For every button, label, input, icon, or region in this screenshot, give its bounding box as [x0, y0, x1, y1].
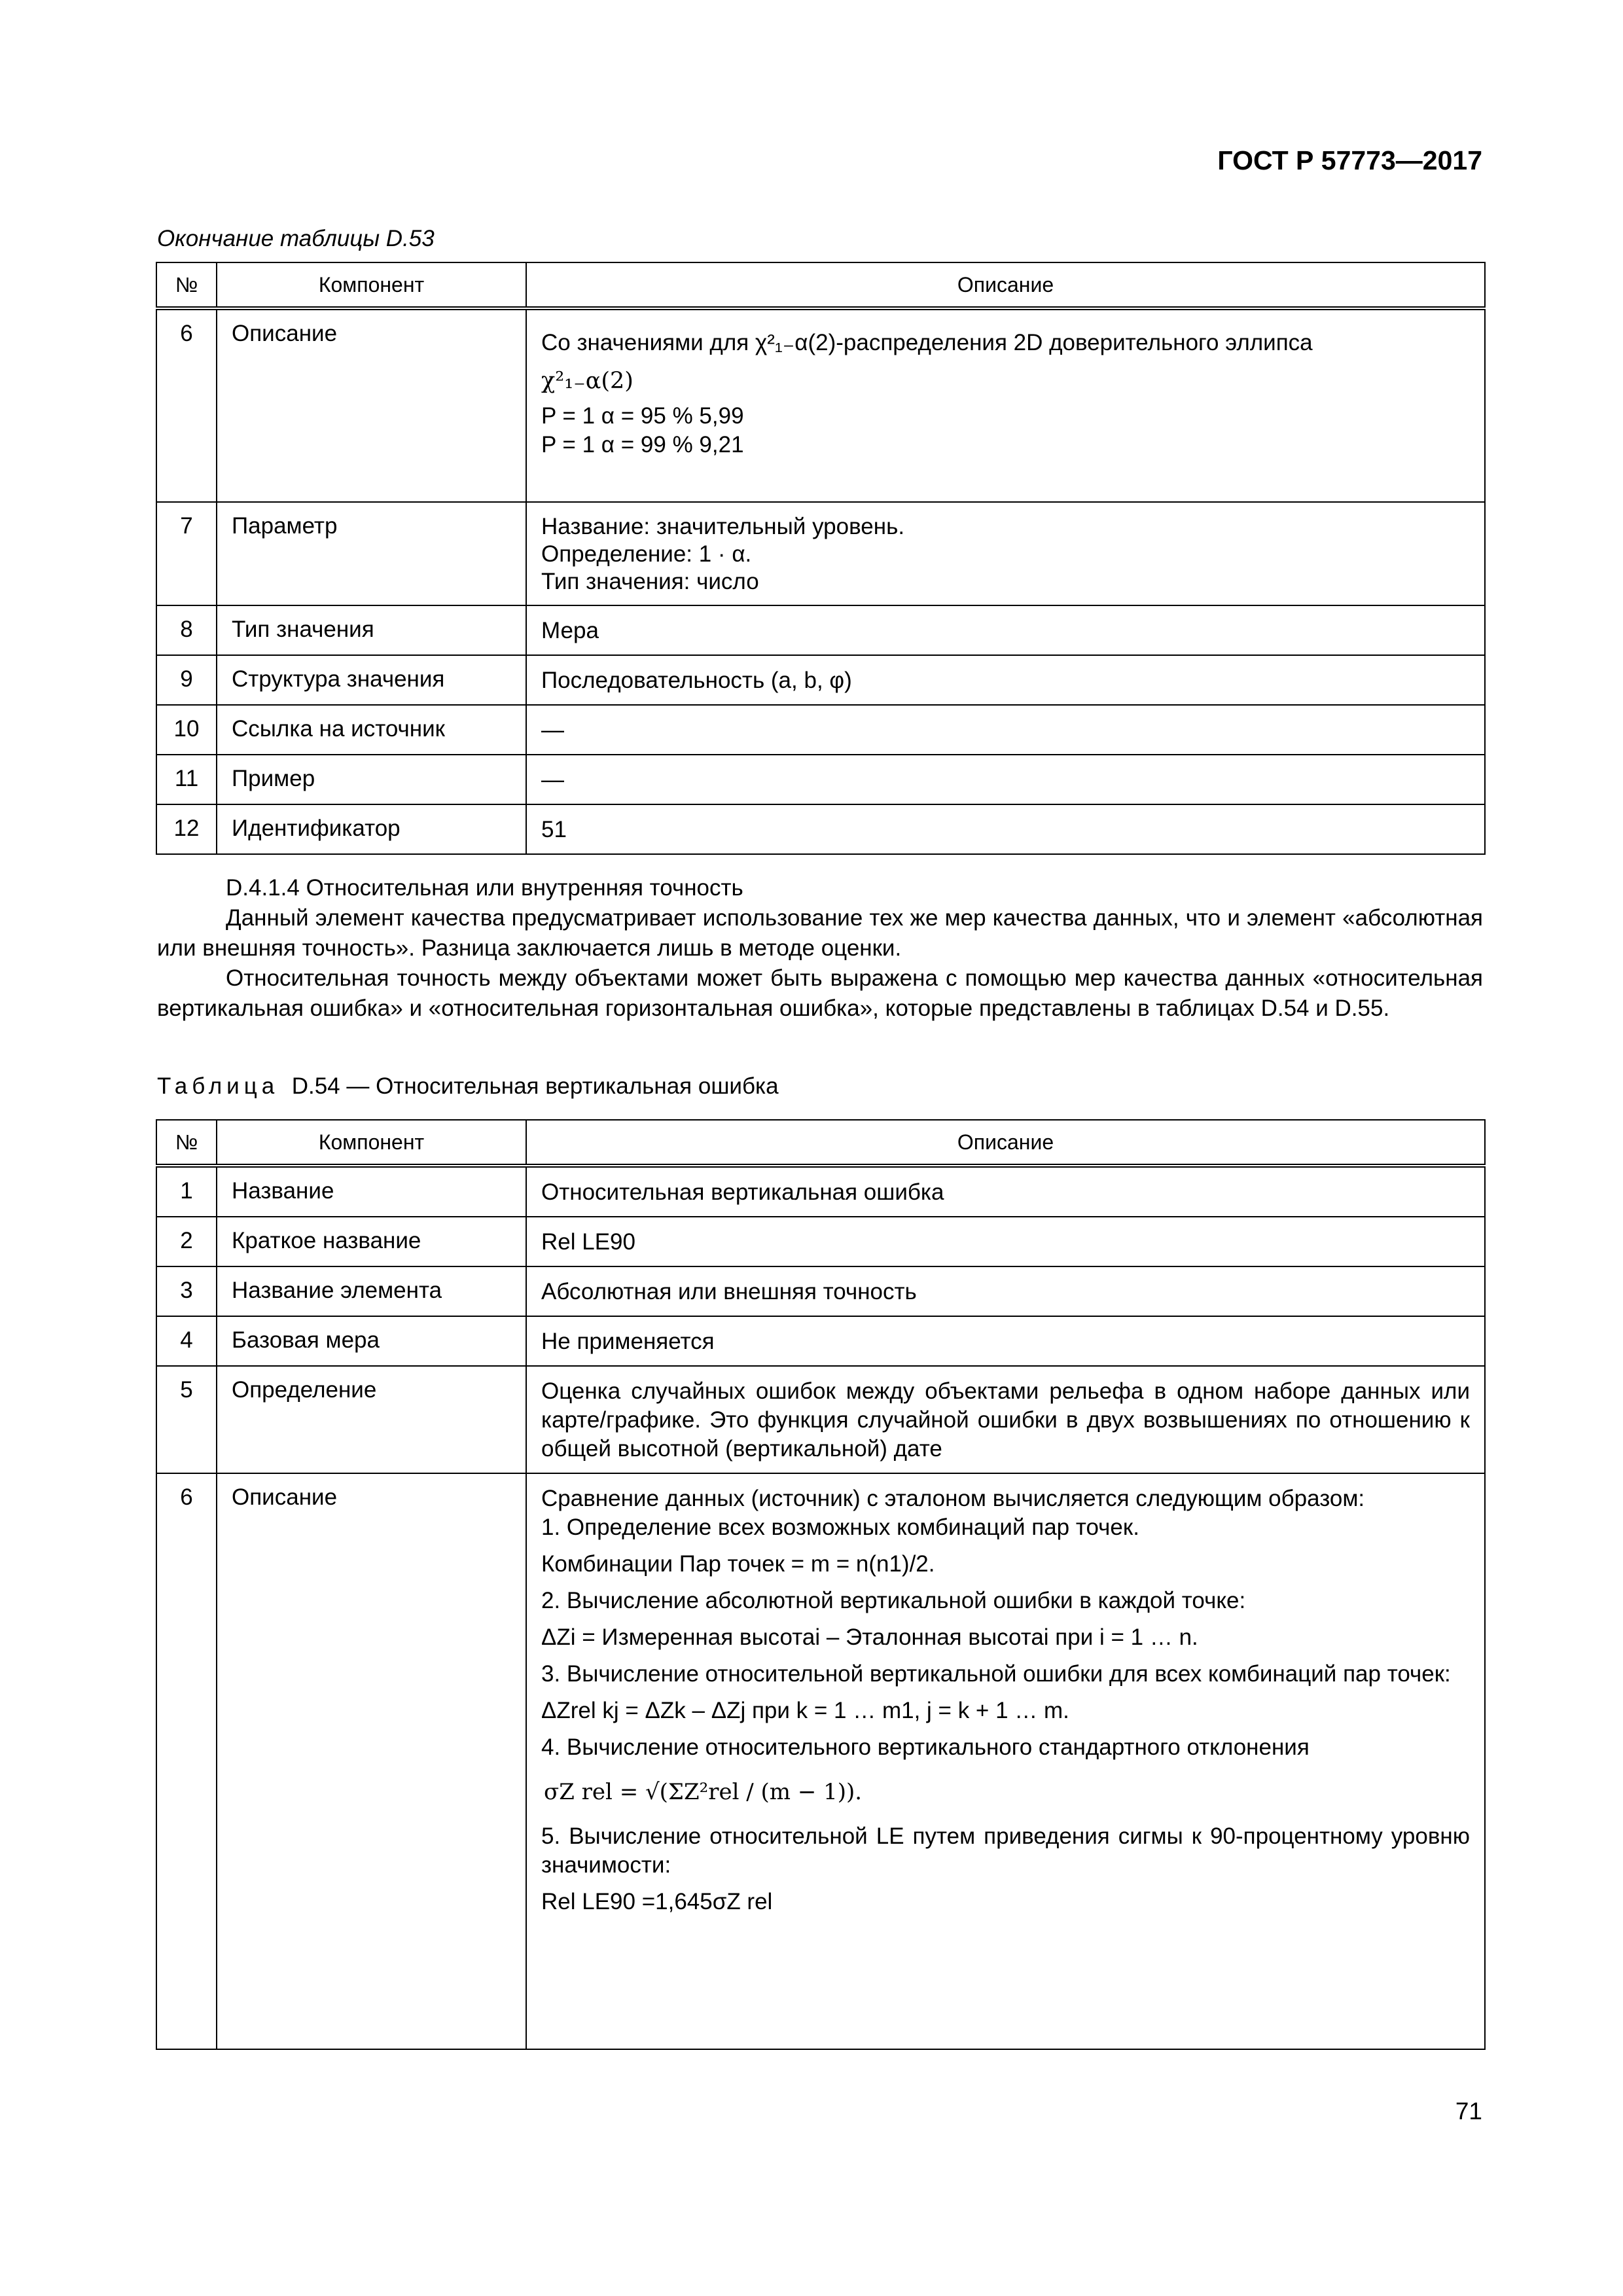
- col-component-header: Компонент: [217, 262, 526, 308]
- table-d54: [156, 1119, 1486, 2050]
- table-row: [156, 1217, 1485, 1266]
- row-component: Ссылка на источник: [217, 705, 526, 755]
- row-description: Оценка случайных ошибок между объектами рельефа в одном наборе данных или карте/графике. Это функция случайной ошибки в двух возвышениях по отношению к общей высотной (вертикальной) дате: [526, 1366, 1485, 1473]
- desc-line: Со значениями для χ²₁₋α(2)-распределения 2D доверительного эллипса: [541, 330, 1313, 355]
- desc-line: Тип значения: число: [541, 569, 759, 594]
- desc-line: 5. Вычисление относительной LE путем приведения сигмы к 90-процентному уровню значимости:: [541, 1823, 1470, 1878]
- table54-caption: [157, 1073, 779, 1100]
- document-id: ГОСТ Р 57773—2017: [1217, 145, 1482, 175]
- row-number: 2: [156, 1217, 217, 1266]
- row-number: 7: [156, 502, 217, 605]
- desc-line: Определение: 1 · α.: [541, 541, 752, 567]
- desc-line: Комбинации Пар точек = m = n(n1)/2.: [541, 1551, 935, 1577]
- section-text: [157, 873, 1483, 1024]
- row-description: [526, 308, 1485, 502]
- row-component: Базовая мера: [217, 1316, 526, 1366]
- row-description: Последовательность (a, b, φ): [526, 655, 1485, 705]
- col-component-header: Компонент: [217, 1120, 526, 1166]
- desc-formula: χ²₁₋α(2): [541, 368, 633, 394]
- desc-line: Название: значительный уровень.: [541, 514, 905, 539]
- row-description: —: [526, 755, 1485, 804]
- row-description: [526, 1473, 1485, 2049]
- table-row: [156, 1166, 1485, 1217]
- row-number: 1: [156, 1166, 217, 1217]
- table-header-row: [156, 262, 1485, 308]
- table54-caption-text: D.54 — Относительная вертикальная ошибка: [291, 1073, 779, 1099]
- table-row: [156, 1366, 1485, 1473]
- col-num-header: №: [156, 262, 217, 308]
- desc-line: 1. Определение всех возможных комбинаций пар точек.: [541, 1515, 1139, 1540]
- row-number: 10: [156, 705, 217, 755]
- desc-formula: ΔZrel kj = ΔZk – ΔZj при k = 1 … m1, j = k + 1 … m.: [541, 1698, 1069, 1723]
- desc-formula: ΔZi = Измеренная высотаi – Эталонная высотаi при i = 1 … n.: [541, 1624, 1198, 1650]
- table-d53: [156, 262, 1486, 855]
- row-number: 11: [156, 755, 217, 804]
- sigma-formula: σZ rel = √(ΣZ²rel / (m − 1)).: [544, 1779, 863, 1805]
- row-description: 51: [526, 804, 1485, 854]
- row-description: Rel LE90: [526, 1217, 1485, 1266]
- row-description: Мера: [526, 605, 1485, 655]
- row-component: Пример: [217, 755, 526, 804]
- desc-line: P = 1 α = 95 % 5,99: [541, 403, 744, 429]
- row-description: [526, 502, 1485, 605]
- row-component: Название элемента: [217, 1266, 526, 1316]
- section-paragraph: Данный элемент качества предусматривает использование тех же мер качества данных, что и элемент «абсолютная или внешняя точность». Разница заключается лишь в методе оценки.: [157, 905, 1483, 961]
- desc-line: 4. Вычисление относительного вертикального стандартного отклонения: [541, 1734, 1310, 1760]
- col-description-header: Описание: [526, 1120, 1485, 1166]
- row-number: 6: [156, 1473, 217, 2049]
- row-component: Описание: [217, 308, 526, 502]
- row-number: 5: [156, 1366, 217, 1473]
- row-number: 4: [156, 1316, 217, 1366]
- desc-line: Сравнение данных (источник) с эталоном вычисляется следующим образом:: [541, 1486, 1365, 1511]
- table-row: [156, 705, 1485, 755]
- row-component: Идентификатор: [217, 804, 526, 854]
- table-row: [156, 655, 1485, 705]
- row-number: 3: [156, 1266, 217, 1316]
- table-row: [156, 1266, 1485, 1316]
- table-row: [156, 755, 1485, 804]
- table-header-row: [156, 1120, 1485, 1166]
- row-component: Параметр: [217, 502, 526, 605]
- row-component: Определение: [217, 1366, 526, 1473]
- table-row: [156, 502, 1485, 605]
- table-row: [156, 308, 1485, 502]
- table54-caption-label: Таблица: [157, 1073, 279, 1099]
- row-description: Абсолютная или внешняя точность: [526, 1266, 1485, 1316]
- table-row: [156, 605, 1485, 655]
- table-row: [156, 804, 1485, 854]
- section-heading: D.4.1.4 Относительная или внутренняя точность: [226, 875, 743, 901]
- row-component: Тип значения: [217, 605, 526, 655]
- row-number: 6: [156, 308, 217, 502]
- row-number: 8: [156, 605, 217, 655]
- row-description: Относительная вертикальная ошибка: [526, 1166, 1485, 1217]
- row-component: Структура значения: [217, 655, 526, 705]
- desc-line: P = 1 α = 99 % 9,21: [541, 432, 744, 457]
- row-description: —: [526, 705, 1485, 755]
- row-number: 12: [156, 804, 217, 854]
- col-num-header: №: [156, 1120, 217, 1166]
- page-number: 71: [1455, 2098, 1482, 2125]
- section-paragraph: Относительная точность между объектами может быть выражена с помощью мер качества данных «относительная вертикальная ошибка» и «относительная горизонтальная ошибка», которые представлены в таблицах D.54 и D.55.: [157, 965, 1483, 1021]
- desc-line: 2. Вычисление абсолютной вертикальной ошибки в каждой точке:: [541, 1588, 1246, 1613]
- row-description: Не применяется: [526, 1316, 1485, 1366]
- row-component: Название: [217, 1166, 526, 1217]
- row-number: 9: [156, 655, 217, 705]
- desc-line: 3. Вычисление относительной вертикальной ошибки для всех комбинаций пар точек:: [541, 1661, 1451, 1687]
- table-row: [156, 1473, 1485, 2049]
- table-row: [156, 1316, 1485, 1366]
- col-description-header: Описание: [526, 262, 1485, 308]
- row-component: Краткое название: [217, 1217, 526, 1266]
- desc-formula: Rel LE90 =1,645σZ rel: [541, 1889, 773, 1914]
- row-component: Описание: [217, 1473, 526, 2049]
- table53-caption: Окончание таблицы D.53: [157, 226, 435, 251]
